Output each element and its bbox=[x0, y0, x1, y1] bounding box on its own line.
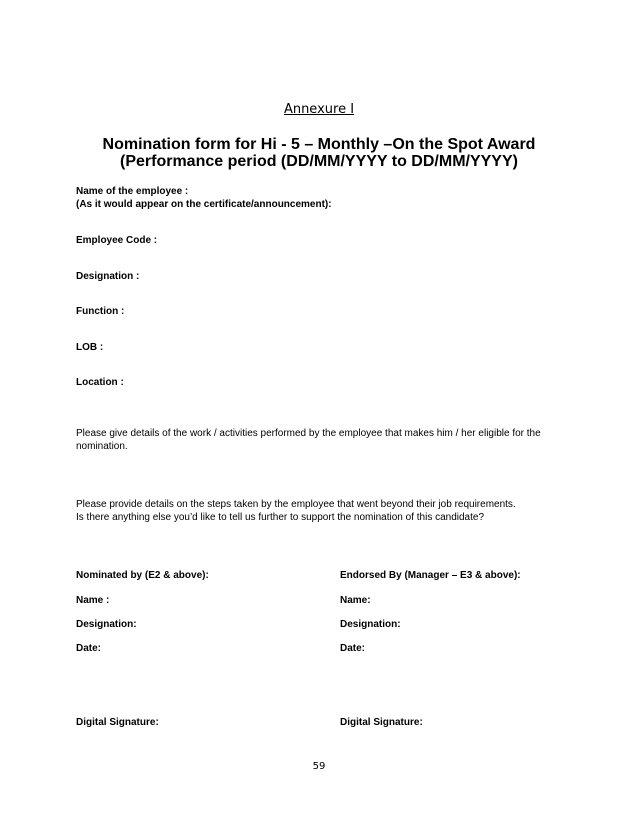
nominator-name-label: Name : bbox=[76, 595, 110, 606]
endorsed-by-heading: Endorsed By (Manager – E3 & above): bbox=[340, 570, 521, 581]
form-title-line2: (Performance period (DD/MM/YYYY to DD/MM/YYYY) bbox=[120, 153, 518, 170]
employee-code-label: Employee Code : bbox=[76, 235, 158, 246]
work-details-question-cont: nomination. bbox=[76, 441, 128, 452]
function-label: Function : bbox=[76, 306, 125, 317]
work-details-question: Please give details of the work / activities performed by the employee that makes him / her eligible for the bbox=[76, 428, 541, 439]
annexure-heading: Annexure I bbox=[283, 102, 355, 117]
page-number: 59 bbox=[312, 761, 326, 772]
nominator-designation-label: Designation: bbox=[76, 619, 137, 630]
nominator-date-label: Date: bbox=[76, 643, 102, 654]
steps-details-question: Please provide details on the steps taken by the employee that went beyond their job requirements. bbox=[76, 499, 516, 510]
endorser-designation-label: Designation: bbox=[340, 619, 401, 630]
endorser-date-label: Date: bbox=[340, 643, 366, 654]
nominated-by-heading: Nominated by (E2 & above): bbox=[76, 570, 209, 581]
form-title-line1: Nomination form for Hi - 5 – Monthly –On the Spot Award bbox=[102, 136, 536, 153]
employee-name-note: (As it would appear on the certificate/announcement): bbox=[76, 199, 332, 210]
endorser-name-label: Name: bbox=[340, 595, 371, 606]
location-label: Location : bbox=[76, 377, 124, 388]
nominator-signature-label: Digital Signature: bbox=[76, 717, 159, 728]
employee-name-label: Name of the employee : bbox=[76, 186, 189, 197]
lob-label: LOB : bbox=[76, 342, 104, 353]
designation-label: Designation : bbox=[76, 271, 140, 282]
endorser-signature-label: Digital Signature: bbox=[340, 717, 423, 728]
support-question: Is there anything else you’d like to tell us further to support the nomination of this candidate? bbox=[76, 512, 485, 523]
